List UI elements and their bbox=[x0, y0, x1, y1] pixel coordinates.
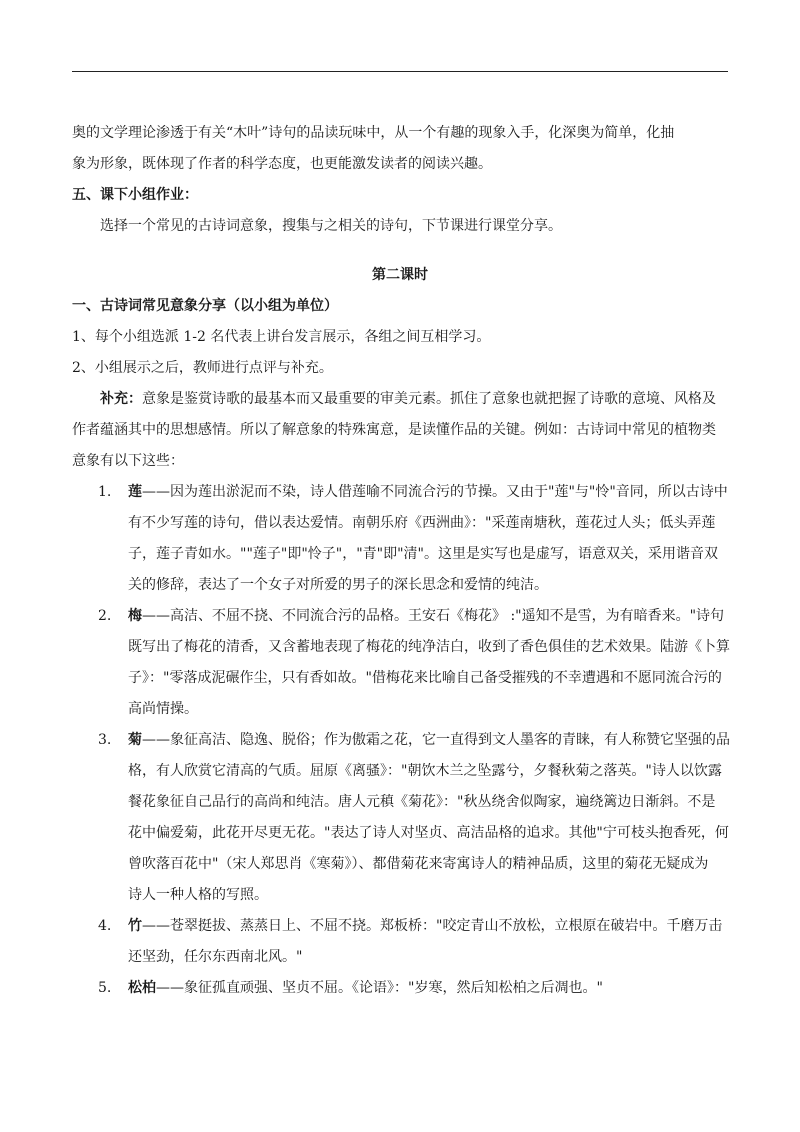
list-text: ——象征高洁、隐逸、脱俗；作为傲霜之花，它一直得到文人墨客的青睐，有人称赞它坚强的品 bbox=[142, 732, 730, 748]
list-item bbox=[72, 477, 728, 601]
step-line: 2、小组展示之后，教师进行点评与补充。 bbox=[72, 360, 333, 376]
homework-text: 选择一个常见的古诗词意象，搜集与之相关的诗句，下节课进行课堂分享。 bbox=[100, 218, 562, 234]
supplement-label: 补充： bbox=[100, 391, 142, 407]
list-text: ——象征孤直顽强、坚贞不屈。《论语》："岁寒，然后知松柏之后凋也。" bbox=[156, 980, 603, 996]
imagery-list bbox=[72, 477, 728, 1004]
list-text: ——高洁、不屈不挠、不同流合污的品格。王安石《梅花》 :"遥知不是雪，为有暗香来。"诗句 bbox=[142, 608, 725, 624]
paragraph-line: 奥的文学理论渗透于有关“木叶”诗句的品读玩味中，从一个有趣的现象入手，化深奥为简单，化抽 bbox=[72, 125, 675, 141]
list-number: 2. bbox=[98, 608, 112, 624]
list-item bbox=[72, 973, 728, 1004]
list-term: 莲 bbox=[128, 484, 142, 500]
list-text: 子，莲子青如水。""莲子"即"怜子"，"青"即"清"。这里是实写也是虚写，语意双关，采用谐音双 bbox=[128, 546, 718, 562]
list-item bbox=[72, 725, 728, 911]
list-text: 子》："零落成泥碾作尘，只有香如故。"借梅花来比喻自己备受摧残的不幸遭遇和不愿同流合污的 bbox=[128, 670, 722, 686]
list-text: 诗人一种人格的写照。 bbox=[128, 887, 268, 903]
list-number: 1. bbox=[98, 484, 112, 500]
lesson-title: 第二课时 bbox=[372, 267, 428, 283]
list-number: 3. bbox=[98, 732, 112, 748]
document-body bbox=[72, 118, 728, 1004]
header-rule bbox=[72, 71, 728, 72]
list-term: 梅 bbox=[128, 608, 142, 624]
list-text: 高尚情操。 bbox=[128, 701, 198, 717]
list-number: 5. bbox=[98, 980, 112, 996]
list-term: 竹 bbox=[128, 918, 142, 934]
section-heading-imagery: 一、古诗词常见意象分享（以小组为单位） bbox=[72, 298, 338, 314]
list-text: 关的修辞，表达了一个女子对所爱的男子的深长思念和爱情的纯洁。 bbox=[128, 577, 548, 593]
list-term: 菊 bbox=[128, 732, 142, 748]
list-term: 松柏 bbox=[128, 980, 156, 996]
list-item bbox=[72, 601, 728, 725]
supplement-line: 作者蕴涵其中的思想感情。所以了解意象的特殊寓意，是读懂作品的关键。例如：古诗词中常见的植物类 bbox=[72, 422, 716, 438]
list-text: 餐花象征自己品行的高尚和纯洁。唐人元稹《菊花》："秋丛绕舍似陶家，遍绕篱边日渐斜。不是 bbox=[128, 794, 716, 810]
list-text: 花中偏爱菊，此花开尽更无花。"表达了诗人对坚贞、高洁品格的追求。其他"宁可枝头抱香死，何 bbox=[128, 825, 729, 841]
list-text: 有不少写莲的诗句，借以表达爱情。南朝乐府《西洲曲》："采莲南塘秋，莲花过人头；低头弄莲 bbox=[128, 515, 716, 531]
section-heading-homework: 五、课下小组作业： bbox=[72, 187, 198, 203]
supplement-line bbox=[72, 384, 728, 415]
list-text: ——苍翠挺拔、蒸蒸日上、不屈不挠。郑板桥："咬定青山不放松，立根原在破岩中。千磨万击 bbox=[142, 918, 723, 934]
step-line: 1、每个小组选派 1-2 名代表上讲台发言展示，各组之间互相学习。 bbox=[72, 329, 491, 345]
supplement-text: 意象是鉴赏诗歌的最基本而又最重要的审美元素。抓住了意象也就把握了诗歌的意境、风格及 bbox=[142, 391, 716, 407]
list-number: 4. bbox=[98, 918, 112, 934]
supplement-line: 意象有以下这些： bbox=[72, 453, 184, 469]
paragraph-line: 象为形象，既体现了作者的科学态度，也更能激发读者的阅读兴趣。 bbox=[72, 156, 492, 172]
list-text: ——因为莲出淤泥而不染，诗人借莲喻不同流合污的节操。又由于"莲"与"怜"音同，所以古诗中 bbox=[142, 484, 728, 500]
list-item bbox=[72, 911, 728, 973]
list-text: 还坚劲，任尔东西南北风。" bbox=[128, 949, 303, 965]
list-text: 格，有人欣赏它清高的气质。屈原《离骚》："朝饮木兰之坠露兮，夕餐秋菊之落英。"诗人以饮露 bbox=[128, 763, 722, 779]
list-text: 曾吹落百花中"（宋人郑思肖《寒菊》）、都借菊花来寄寓诗人的精神品质，这里的菊花无疑成为 bbox=[128, 856, 709, 872]
list-text: 既写出了梅花的清香，又含蓄地表现了梅花的纯净洁白，收到了香色俱佳的艺术效果。陆游《卜算 bbox=[128, 639, 730, 655]
